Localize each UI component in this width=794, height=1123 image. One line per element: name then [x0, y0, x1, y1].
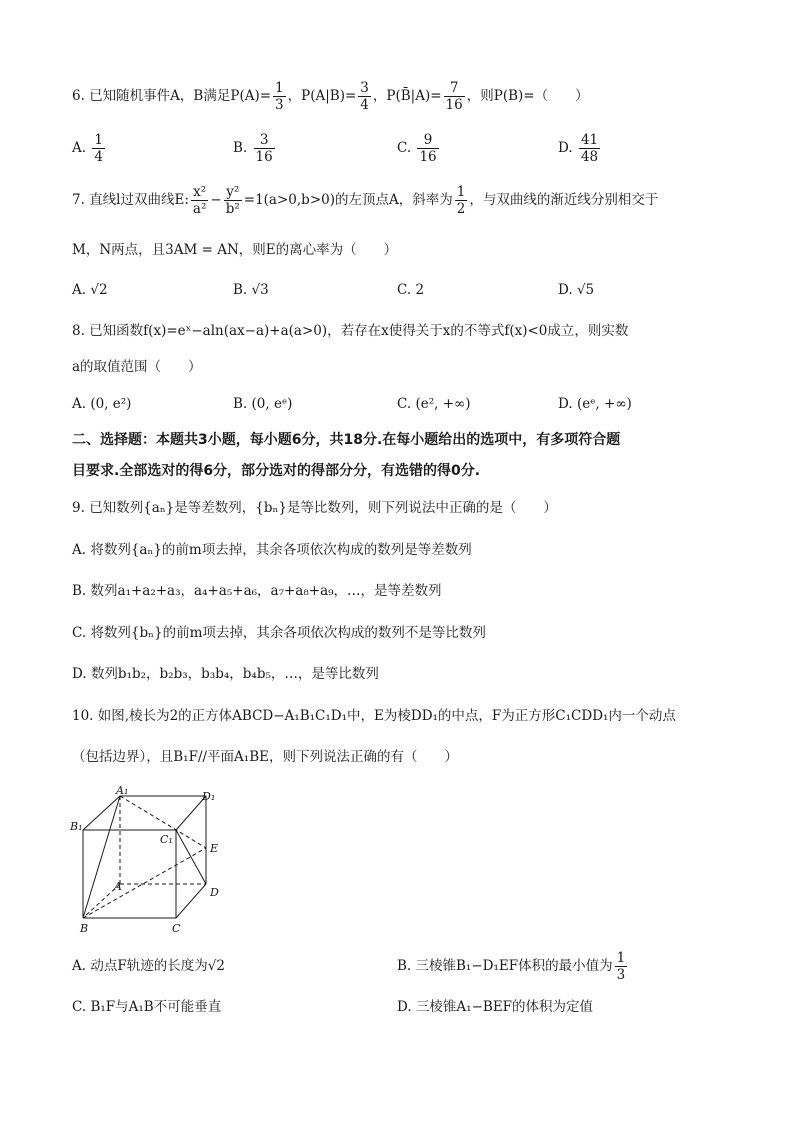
cube-figure [68, 786, 238, 936]
label-b1: B₁ [70, 820, 83, 833]
q9-option-c: C. 将数列{bₙ}的前m项去掉，其余各项依次构成的数列不是等比数列 [72, 625, 486, 641]
q6-option-b: B. $\frac{3}{16}$ [233, 132, 273, 165]
q6-option-d: D. $\frac{41}{48}$ [558, 132, 599, 165]
q10-option-c: C. B₁F与A₁B不可能垂直 [72, 999, 222, 1015]
question-7-stem-line1: 7. 直线l过双曲线E: $\frac{\text{x²}}{\text{a²}}$ − $\frac{\text{y²}}{\text{b²}}$ =1(a>0,b>0)的左顶点A，斜率为 $\frac{1}{2}$ ，与双曲线的渐近线分别相交于 [72, 184, 659, 217]
q9-option-a: A. 将数列{aₙ}的前m项去掉，其余各项依次构成的数列是等差数列 [72, 542, 472, 558]
question-10-stem-line1: 10. 如图,棱长为2的正方体ABCD−A₁B₁C₁D₁中，E为棱DD₁的中点，F为正方形C₁CDD₁内一个动点 [72, 708, 676, 724]
q8-option-b: B. (0, eᵉ) [233, 396, 293, 412]
label-c: C [172, 922, 181, 935]
question-8-stem-line1: 8. 已知函数f(x)=eˣ−aln(ax−a)+a(a>0)，若存在x使得关于x的不等式f(x)<0成立，则实数 [72, 323, 629, 339]
q8-option-a: A. (0, e²) [72, 396, 132, 412]
q9-option-b: B. 数列a₁+a₂+a₃，a₄+a₅+a₆，a₇+a₈+a₉，…，是等差数列 [72, 583, 442, 599]
q10-option-a: A. 动点F轨迹的长度为√2 [72, 958, 225, 974]
q9-option-d: D. 数列b₁b₂，b₂b₃，b₃b₄，b₄b₅，…，是等比数列 [72, 666, 379, 682]
q6-option-a: A. $\frac{1}{4}$ [72, 132, 103, 165]
q7-option-b: B. √3 [233, 282, 269, 298]
q7-option-a: A. √2 [72, 282, 108, 298]
label-d: D [210, 886, 219, 899]
label-a: A [114, 880, 122, 893]
question-7-stem-line2: M，N两点，且3AM = AN，则E的离心率为（ ） [72, 242, 398, 258]
question-8-stem-line2: a的取值范围（ ） [72, 359, 202, 375]
label-d1: D₁ [202, 790, 216, 803]
label-c1: C₁ [160, 833, 173, 846]
q8-option-d: D. (eᵉ, +∞) [558, 396, 632, 412]
question-6-stem: 6. 已知随机事件A，B满足P(A)= $\frac{1}{3}$ ，P(A|B)= $\frac{3}{4}$ ，P(B̄|A)= $\frac{7}{16}$ ，则P(B)=（ ） [72, 80, 589, 113]
label-b: B [80, 922, 89, 935]
q6-option-c: C. $\frac{9}{16}$ [397, 132, 437, 165]
section-2-heading-line1: 二、选择题：本题共3小题，每小题6分，共18分.在每小题给出的选项中，有多项符合题 [72, 432, 621, 448]
label-a1: A₁ [116, 786, 129, 797]
question-10-stem-line2: （包括边界），且B₁F//平面A₁BE，则下列说法正确的有（ ） [72, 749, 458, 765]
q8-option-c: C. (e², +∞) [397, 396, 471, 412]
q10-option-b: B. 三棱锥B₁−D₁EF体积的最小值为 $\frac{1}{3}$ [397, 950, 626, 983]
label-e: E [210, 842, 219, 855]
q10-option-d: D. 三棱锥A₁−BEF的体积为定值 [397, 999, 594, 1015]
question-9-stem: 9. 已知数列{aₙ}是等差数列，{bₙ}是等比数列，则下列说法中正确的是（ ） [72, 500, 557, 516]
q7-option-c: C. 2 [397, 282, 425, 298]
section-2-heading-line2: 目要求.全部选对的得6分，部分选对的得部分分，有选错的得0分. [72, 463, 481, 479]
q7-option-d: D. √5 [558, 282, 595, 298]
